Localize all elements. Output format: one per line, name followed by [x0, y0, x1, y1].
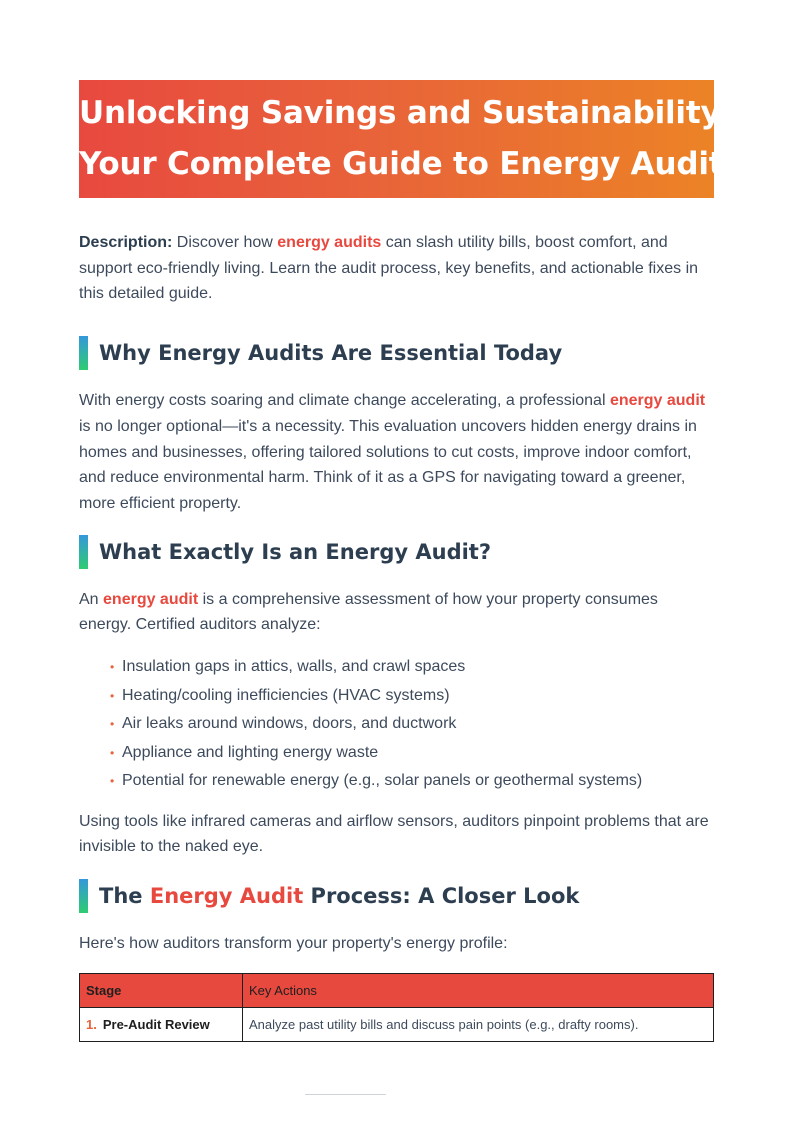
why-paragraph	[79, 388, 714, 517]
analysis-list	[79, 653, 714, 796]
what-paragraph	[79, 587, 714, 638]
column-header-stage: Stage	[80, 973, 243, 1007]
process-table	[79, 973, 714, 1042]
description-paragraph	[79, 230, 714, 307]
heading-what-text: What Exactly Is an Energy Audit?	[99, 539, 492, 564]
bullet-icon: •	[110, 688, 115, 703]
heading-process-keyword: Energy Audit	[149, 883, 304, 908]
article	[79, 80, 742, 1042]
list-item	[107, 682, 714, 711]
list-item	[107, 710, 714, 739]
what-text-1: An	[79, 590, 104, 608]
heading-accent-bar	[79, 535, 88, 569]
description-label: Description:	[79, 234, 173, 251]
heading-process-text-2: Process: A Closer Look	[303, 883, 580, 908]
heading-accent-bar	[79, 879, 88, 913]
list-item	[107, 767, 714, 796]
what-text-2: is a comprehensive assessment of how your property consumes energy. Certified auditors analyze:	[79, 590, 658, 634]
stage-cell	[80, 1007, 243, 1041]
list-item-text: Insulation gaps in attics, walls, and crawl spaces	[122, 658, 466, 676]
heading-process-text-1: The	[99, 883, 150, 908]
bullet-icon: •	[110, 717, 115, 732]
description-keyword: energy audits	[277, 234, 382, 251]
list-item-text: Air leaks around windows, doors, and ductwork	[122, 715, 457, 733]
why-text-2: is no longer optional—it's a necessity. This evaluation uncovers hidden energy drains in homes and businesses, offering tailored solutions to cut costs, improve indoor comfort, and reduce environmental harm. Think of it as a GPS for navigating toward a greener, more efficient property.	[79, 417, 697, 512]
table-header-row	[80, 973, 714, 1007]
heading-process	[79, 879, 714, 913]
bullet-icon: •	[110, 660, 115, 675]
page-title-line-1: Unlocking Savings and Sustainability:	[79, 95, 733, 131]
bullet-icon: •	[110, 774, 115, 789]
description-text-1: Discover how	[172, 234, 278, 251]
heading-accent-bar	[79, 336, 88, 370]
actions-cell: Analyze past utility bills and discuss pain points (e.g., drafty rooms).	[243, 1007, 714, 1041]
stage-name: Pre-Audit Review	[102, 1016, 210, 1032]
description-text-2: can slash utility bills, boost comfort, and support eco-friendly living. Learn the audit process, key benefits, and actionable fixes in this detailed guide.	[79, 234, 699, 303]
bullet-icon: •	[110, 745, 115, 760]
page-title-line-2: Your Complete Guide to Energy Audits	[79, 146, 742, 182]
heading-what	[79, 535, 714, 569]
stage-number: 1.	[86, 1016, 97, 1032]
column-header-actions: Key Actions	[243, 973, 714, 1007]
footer-divider	[305, 1094, 386, 1095]
heading-why	[79, 336, 714, 370]
list-item-text: Potential for renewable energy (e.g., solar panels or geothermal systems)	[122, 772, 643, 790]
heading-why-text: Why Energy Audits Are Essential Today	[99, 341, 563, 366]
why-keyword: energy audit	[609, 392, 706, 410]
list-item-text: Heating/cooling inefficiencies (HVAC systems)	[122, 686, 450, 704]
list-item	[107, 653, 714, 682]
why-text-1: With energy costs soaring and climate change accelerating, a professional	[79, 392, 610, 410]
tools-paragraph: Using tools like infrared cameras and airflow sensors, auditors pinpoint problems that are invisible to the naked eye.	[79, 812, 709, 856]
list-item-text: Appliance and lighting energy waste	[122, 743, 379, 761]
table-row	[80, 1007, 714, 1041]
title-banner	[79, 80, 742, 198]
process-intro: Here's how auditors transform your property's energy profile:	[79, 934, 508, 952]
list-item	[107, 739, 714, 768]
what-keyword: energy audit	[103, 590, 199, 608]
